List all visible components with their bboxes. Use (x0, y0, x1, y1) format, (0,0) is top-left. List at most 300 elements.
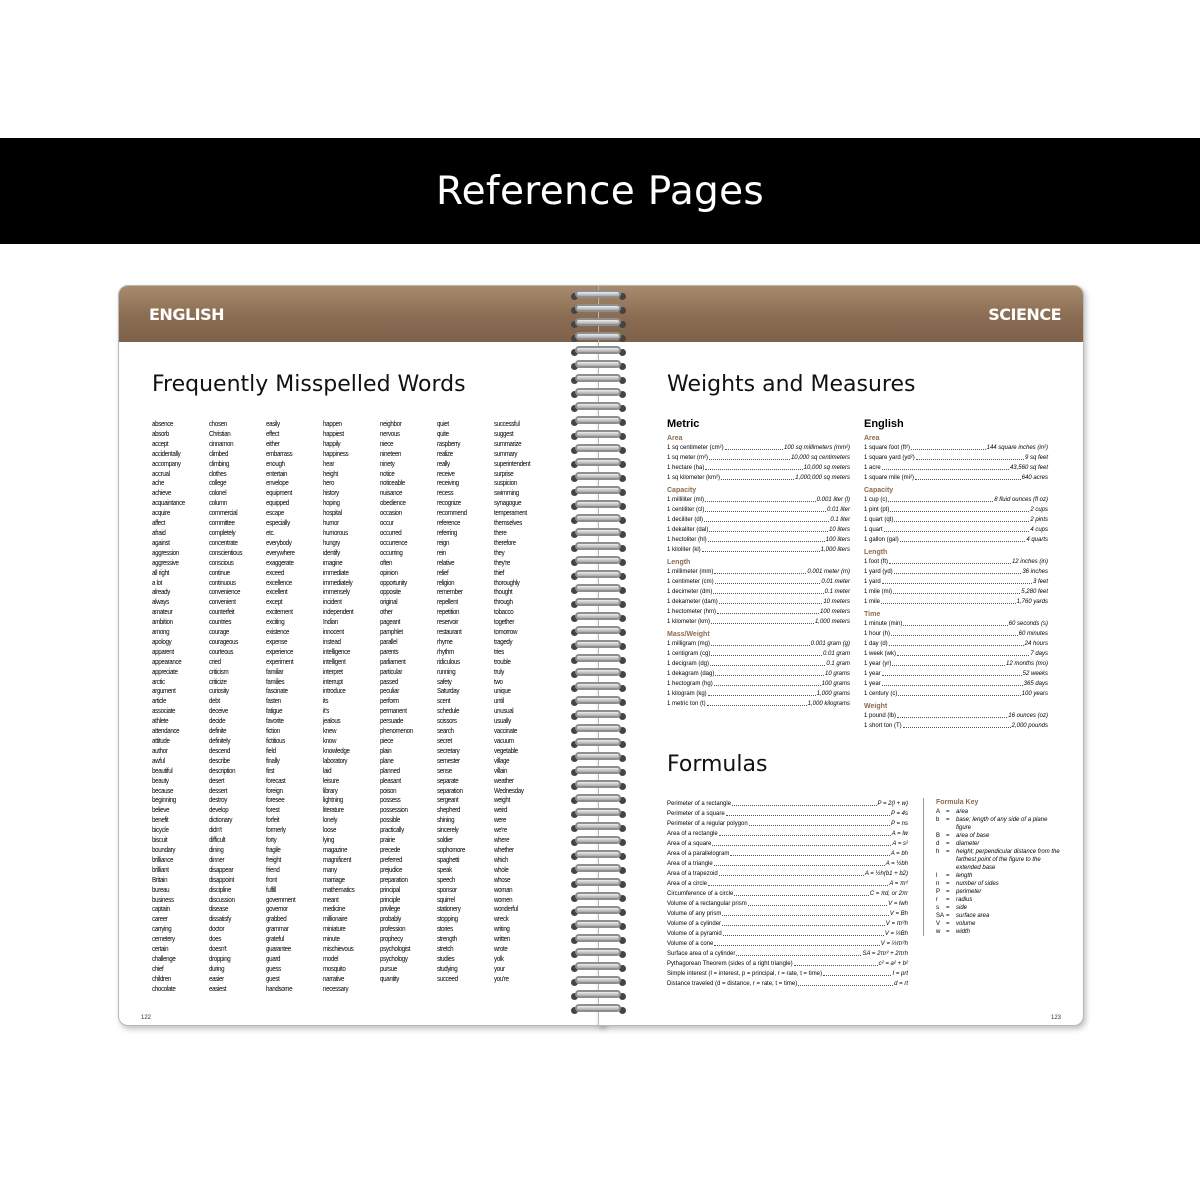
measure-equivalent: 24 hours (1024, 641, 1048, 647)
word-item: there (494, 527, 507, 537)
word-item: strength (437, 934, 457, 944)
word-item: vacuum (494, 736, 514, 745)
word-item: library (323, 785, 338, 795)
word-item: often (380, 557, 393, 567)
measure-row (864, 669, 1048, 679)
word-item: afraid (152, 527, 166, 537)
word-item: reference (437, 518, 461, 528)
word-item: believe (152, 805, 170, 815)
leader-dots (719, 869, 864, 876)
word-item: cinnamon (209, 438, 234, 448)
leader-dots (748, 899, 887, 906)
leader-dots (708, 689, 816, 696)
spiral-coil (571, 640, 627, 652)
spiral-coil (571, 556, 627, 568)
measure-row (864, 463, 1048, 473)
measure-row (667, 567, 850, 577)
measure-row (667, 473, 850, 483)
word-item: always (152, 597, 169, 607)
leader-dots (897, 711, 1007, 718)
word-item: occurring (380, 547, 403, 557)
measure-category: Length (667, 559, 691, 566)
leader-dots (711, 639, 810, 646)
coil-ring (575, 766, 621, 774)
measure-unit: 1 centiliter (cl) (667, 507, 705, 513)
leader-dots (736, 949, 861, 956)
word-item: profession (380, 924, 406, 934)
word-item: millionaire (323, 914, 348, 924)
word-item: receiving (437, 478, 459, 488)
word-item: familiar (266, 666, 284, 676)
word-item: humorous (323, 527, 348, 537)
measure-row (864, 515, 1048, 525)
word-item: speech (437, 874, 455, 884)
leader-dots (708, 535, 825, 542)
measure-unit: 1 year (864, 671, 881, 677)
coil-ring (575, 402, 621, 410)
key-symbol: n (936, 881, 940, 887)
word-item: biscuit (152, 835, 168, 845)
spiral-coil (571, 682, 627, 694)
word-item: loose (323, 825, 337, 835)
word-item: aggressive (152, 557, 179, 567)
word-item: pleasant (380, 775, 401, 785)
word-item: among (152, 627, 170, 637)
word-item: it's (323, 706, 330, 716)
leader-dots (915, 473, 1021, 480)
measure-unit: 1 sq meter (m²) (667, 455, 709, 461)
coil-ring (575, 290, 621, 298)
word-item: appreciate (152, 666, 178, 676)
word-item: rein (437, 547, 446, 557)
word-item: convenient (209, 597, 236, 607)
measure-unit: 1 milligram (mg) (667, 641, 711, 647)
spiral-coil (571, 486, 627, 498)
word-item: squirrel (437, 894, 455, 904)
spiral-binding (571, 286, 627, 1018)
leader-dots (705, 495, 816, 502)
word-item: weather (494, 775, 514, 785)
word-item: Indian (323, 617, 338, 627)
word-item: formerly (266, 825, 286, 835)
word-item: necessary (323, 983, 349, 993)
formula-row (667, 959, 908, 969)
word-item: occurred (380, 527, 402, 537)
leader-dots (704, 515, 829, 522)
measure-unit: 1 deciliter (dl) (667, 517, 704, 523)
word-item: associate (152, 706, 176, 716)
leader-dots (709, 453, 790, 460)
measure-unit: 1 quart (qt) (864, 517, 894, 523)
measure-row (667, 545, 850, 555)
word-item: whole (494, 864, 509, 874)
word-item: Wednesday (494, 785, 524, 795)
measure-unit: 1 sq kilometer (km²) (667, 475, 721, 481)
word-item: forest (266, 805, 280, 815)
word-item: quiet (437, 419, 449, 428)
word-item: thief (494, 567, 505, 577)
word-item: narrative (323, 973, 345, 983)
word-item: excellence (266, 577, 292, 587)
word-item: mathematics (323, 884, 355, 894)
word-item: through (494, 597, 513, 607)
weights-heading: Weights and Measures (667, 372, 916, 397)
word-item: plane (380, 755, 394, 765)
word-item: minute (323, 934, 340, 944)
formula-row (667, 809, 908, 819)
tab-label-science: SCIENCE (988, 304, 1061, 324)
word-item: courteous (209, 646, 234, 656)
word-item: two (494, 676, 503, 686)
measure-equivalent: 16 ounces (oz) (1008, 713, 1048, 719)
formula-expression: C = πd, or 2πr (869, 891, 908, 897)
coil-ring (575, 542, 621, 550)
word-item: grabbed (266, 914, 287, 924)
spiral-coil (571, 836, 627, 848)
measure-equivalent: 2,000 pounds (1011, 723, 1048, 729)
formula-expression: I = prt (892, 971, 908, 977)
measure-unit: 1 kilometer (km) (667, 619, 711, 625)
spiral-coil (571, 990, 627, 1002)
measure-equivalent: 0.001 meter (m) (807, 569, 850, 575)
word-item: absence (152, 419, 174, 428)
key-equals: = (946, 897, 950, 903)
word-item: unusual (494, 706, 514, 716)
word-item: immediate (323, 567, 349, 577)
key-row (936, 888, 1061, 896)
word-item: permanent (380, 706, 407, 716)
word-item: intelligence (323, 646, 350, 656)
key-row (936, 928, 1061, 936)
leader-dots (705, 463, 802, 470)
word-item: friend (266, 864, 280, 874)
word-item: repellent (437, 597, 458, 607)
formula-expression: V = ⅓πr²h (880, 941, 908, 947)
word-item: acquire (152, 508, 170, 518)
measure-equivalent: 2 cups (1030, 507, 1048, 513)
measure-row (667, 453, 850, 463)
word-item: finally (266, 755, 280, 765)
formula-name: Area of a triangle (667, 861, 713, 867)
word-item: nervous (380, 428, 400, 438)
word-item: everybody (266, 537, 292, 547)
key-description: area (956, 809, 969, 815)
formula-name: Perimeter of a rectangle (667, 801, 732, 807)
measure-equivalent: 9 sq feet (1024, 455, 1048, 461)
word-item: accept (152, 438, 169, 448)
key-symbol: s (936, 905, 939, 911)
measure-unit: 1 century (c) (864, 691, 898, 697)
word-item: college (209, 478, 227, 488)
word-item: handsome (266, 983, 293, 993)
word-item: Christian (209, 428, 231, 438)
word-item: introduce (323, 686, 346, 696)
key-description: side (956, 905, 968, 911)
key-description: number of sides (956, 881, 999, 887)
measure-row (864, 649, 1048, 659)
word-item: parents (380, 646, 399, 656)
formula-row (667, 849, 908, 859)
spiral-coil (571, 360, 627, 372)
word-item: neighbor (380, 419, 402, 428)
word-item: notice (380, 468, 395, 478)
measure-equivalent: 144 square inches (in²) (986, 445, 1048, 451)
leader-dots (823, 969, 891, 976)
measure-unit: 1 mile (864, 599, 881, 605)
word-item: wrote (494, 944, 508, 954)
word-item: fiction (266, 726, 280, 736)
word-item: themselves (494, 518, 522, 528)
formula-expression: SA = 2πr² + 2πrh (862, 951, 908, 957)
formula-expression: A = s² (892, 841, 908, 847)
word-item: sergeant (437, 795, 459, 805)
measure-unit: 1 hectoliter (hl) (667, 537, 707, 543)
metric-column (667, 417, 850, 709)
word-item: perform (380, 696, 399, 706)
formula-row (667, 909, 908, 919)
measure-unit: 1 cup (c) (864, 497, 888, 503)
word-item: phenomenon (380, 726, 413, 736)
word-item: field (266, 745, 276, 755)
measure-row (667, 617, 850, 627)
word-item: where (494, 835, 510, 845)
measure-unit: 1 dekameter (dam) (667, 599, 718, 605)
word-item: succeed (437, 973, 458, 983)
measure-equivalent: 5,280 feet (1021, 589, 1048, 595)
word-item: affect (152, 518, 166, 528)
word-item: superintendent (494, 458, 531, 468)
word-list (152, 419, 572, 994)
spiral-coil (571, 458, 627, 470)
leader-dots (732, 799, 877, 806)
word-item: fascinate (266, 686, 288, 696)
leader-dots (911, 443, 986, 450)
leader-dots (713, 587, 823, 594)
word-item: destroy (209, 795, 227, 805)
formula-key-title: Formula Key (936, 799, 979, 806)
word-item: favorite (266, 716, 284, 726)
leader-dots (903, 619, 1007, 626)
word-item: search (437, 726, 454, 736)
left-page (118, 285, 604, 1026)
measure-equivalent: 1,760 yards (1016, 599, 1048, 605)
key-symbol: w (936, 929, 941, 935)
word-item: beginning (152, 795, 176, 805)
word-item: poison (380, 785, 397, 795)
word-item: climbed (209, 448, 228, 458)
leader-dots (882, 669, 1022, 676)
key-description: diameter (956, 841, 980, 847)
word-item: families (266, 676, 285, 686)
key-row (936, 808, 1061, 816)
word-item: were (494, 815, 507, 825)
coil-ring (575, 738, 621, 746)
measure-equivalent: 10 liters (828, 527, 850, 533)
coil-ring (575, 430, 621, 438)
spiral-coil (571, 850, 627, 862)
word-item: conscious (209, 557, 234, 567)
key-description: width (956, 929, 971, 935)
measure-unit: 1 week (wk) (864, 651, 897, 657)
formula-expression: A = bh (890, 851, 908, 857)
word-item: sophomore (437, 844, 465, 854)
word-item: conscientious (209, 547, 243, 557)
measure-unit: 1 gallon (gal) (864, 537, 899, 543)
word-item: everywhere (266, 547, 295, 557)
spiral-coil (571, 948, 627, 960)
word-item: relative (437, 557, 455, 567)
key-equals: = (946, 881, 950, 887)
leader-dots (894, 567, 1022, 574)
measure-unit: 1 decimeter (dm) (667, 589, 713, 595)
measure-equivalent: 640 acres (1021, 475, 1048, 481)
leader-dots (897, 649, 1029, 656)
measure-row (667, 587, 850, 597)
key-equals: = (946, 849, 950, 855)
leader-dots (711, 649, 822, 656)
page-number-left: 122 (141, 1015, 152, 1021)
formula-name: Perimeter of a square (667, 811, 725, 817)
leader-dots (721, 473, 794, 480)
formula-name: Volume of a rectangular prism (667, 901, 747, 907)
measure-equivalent: 43,560 sq feet (1009, 465, 1048, 471)
measure-equivalent: 60 seconds (s) (1008, 621, 1048, 627)
word-item: except (266, 597, 283, 607)
spiral-coil (571, 388, 627, 400)
word-item: sincerely (437, 825, 459, 835)
word-item: discussion (209, 894, 235, 904)
spiral-coil (571, 472, 627, 484)
word-item: criticism (209, 666, 229, 676)
leader-dots (881, 597, 1016, 604)
word-item: business (152, 894, 174, 904)
formula-name: Distance traveled (d = distance, r = rate, t = time) (667, 981, 798, 987)
word-item: separation (437, 785, 463, 795)
formula-name: Simple interest (I = interest, p = principal, r = rate, t = time) (667, 971, 823, 977)
coil-ring (575, 304, 621, 312)
word-item: either (266, 438, 280, 448)
leader-dots (890, 505, 1029, 512)
word-item: develop (209, 805, 229, 815)
word-item: guarantee (266, 944, 291, 954)
formula-key (923, 798, 1061, 936)
banner-title: Reference Pages (435, 168, 765, 214)
word-item: possess (380, 795, 401, 805)
word-item: tragedy (494, 636, 513, 646)
measure-unit: 1 pint (pt) (864, 507, 890, 513)
measure-row (667, 639, 850, 649)
word-item: probably (380, 914, 402, 924)
coil-ring (575, 920, 621, 928)
word-item: sponsor (437, 884, 457, 894)
word-item: synagogue (494, 498, 522, 508)
key-description: perimeter (956, 889, 982, 895)
word-item: planned (380, 765, 400, 775)
page-number-right: 123 (1050, 1015, 1061, 1021)
measure-equivalent: 4 cups (1030, 527, 1048, 533)
measure-equivalent: 1,000 meters (814, 619, 850, 625)
word-item: descend (209, 745, 231, 755)
word-item: description (209, 765, 236, 775)
measure-unit: 1 dekaliter (dal) (667, 527, 709, 533)
key-row (936, 920, 1061, 928)
key-row (936, 872, 1061, 880)
formula-row (667, 919, 908, 929)
word-item: beauty (152, 775, 169, 785)
word-item: all right (152, 567, 169, 577)
spiral-coil (571, 514, 627, 526)
measure-unit: 1 square yard (yd²) (864, 455, 915, 461)
word-item: continuous (209, 577, 236, 587)
formulas-heading: Formulas (667, 752, 768, 777)
tab-label-english: ENGLISH (149, 304, 225, 324)
measure-row (667, 535, 850, 545)
measure-unit: 1 sq centimeter (cm²) (667, 445, 724, 451)
word-item: entertain (266, 468, 288, 478)
key-row (936, 880, 1061, 888)
word-item: your (494, 963, 505, 973)
word-item: continue (209, 567, 230, 577)
word-item: effect (266, 428, 280, 438)
measure-equivalent: 2 pints (1030, 517, 1048, 523)
coil-ring (575, 780, 621, 788)
measure-row (864, 473, 1048, 483)
word-item: attendance (152, 726, 180, 736)
spiral-coil (571, 710, 627, 722)
formula-name: Area of a square (667, 841, 712, 847)
word-item: chief (152, 963, 164, 973)
measure-row (667, 669, 850, 679)
measure-equivalent: 0.1 gram (826, 661, 850, 667)
formula-name: Area of a rectangle (667, 831, 718, 837)
formula-row (667, 869, 908, 879)
formula-expression: P = ns (891, 821, 908, 827)
word-item: stories (437, 924, 453, 934)
word-item: wonderful (494, 904, 518, 914)
formula-row (667, 859, 908, 869)
word-item: courageous (209, 636, 239, 646)
measure-row (864, 721, 1048, 731)
word-item: obedience (380, 498, 406, 508)
word-item: ambition (152, 617, 173, 627)
spiral-coil (571, 822, 627, 834)
formula-row (667, 899, 908, 909)
word-item: soldier (437, 835, 453, 845)
coil-ring (575, 528, 621, 536)
coil-ring (575, 472, 621, 480)
word-item: definitely (209, 736, 231, 745)
word-item: independent (323, 607, 354, 617)
word-item: doesn't (209, 944, 227, 954)
word-item: stationery (437, 904, 461, 914)
leader-dots (730, 849, 889, 856)
word-item: existence (266, 627, 290, 637)
word-item: hoping (323, 498, 340, 508)
measure-row (864, 443, 1048, 453)
word-item: committee (209, 518, 235, 528)
measure-equivalent: 100 grams (821, 681, 850, 687)
word-item: equipped (266, 498, 289, 508)
coil-ring (575, 906, 621, 914)
coil-ring (575, 612, 621, 620)
word-column (380, 419, 437, 994)
measure-unit: 1 milliliter (ml) (667, 497, 704, 503)
measure-equivalent: 36 inches (1022, 569, 1048, 575)
measure-row (864, 689, 1048, 699)
word-item: aggression (152, 547, 179, 557)
coil-ring (575, 598, 621, 606)
coil-ring (575, 388, 621, 396)
